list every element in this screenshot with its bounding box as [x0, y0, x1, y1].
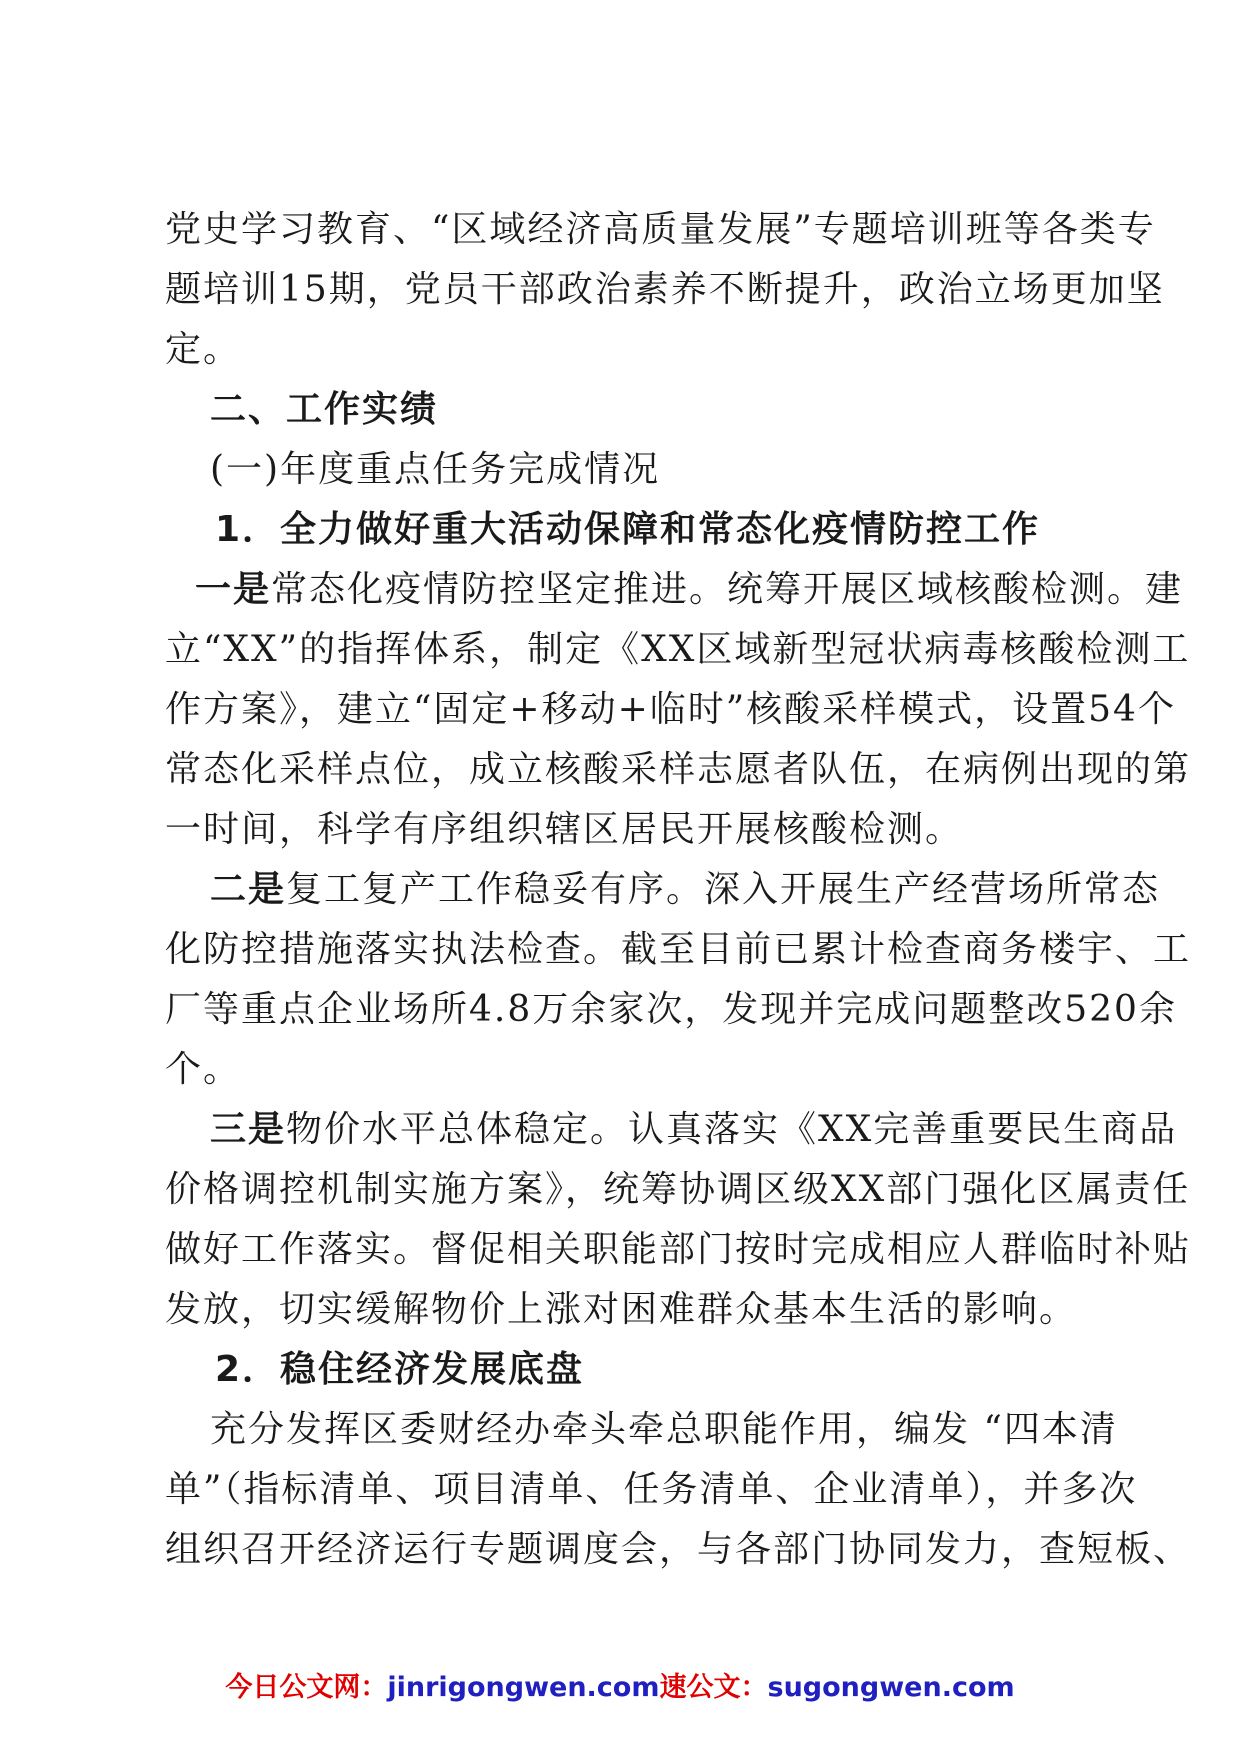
footer-label-1: 今日公文网：: [225, 1672, 388, 1703]
item2-heading: 2．稳住经济发展底盘: [215, 1349, 585, 1390]
item2-line-1: 充分发挥区委财经办牵头牵总职能作用，编发 “四本清: [210, 1409, 1118, 1450]
item1-p3-line-2: 价格调控机制实施方案》，统筹协调区级XX部门强化区属责任: [165, 1169, 1191, 1210]
item1-p1-line-5: 一时间，科学有序组织辖区居民开展核酸检测。: [165, 809, 964, 850]
item1-heading: 1．全力做好重大活动保障和常态化疫情防控工作: [215, 509, 1041, 550]
item1-p2-line-4: 个。: [165, 1049, 242, 1090]
item1-p3-line-1: [210, 1108, 1178, 1152]
footer-link-1[interactable]: jinrigongwen.com: [387, 1672, 660, 1703]
item1-p3-lead: 三是: [210, 1109, 287, 1150]
item2-line-3: 组织召开经济运行专题调度会，与各部门协同发力，查短板、: [165, 1529, 1192, 1570]
item1-p2-text-1: 复工复产工作稳妥有序。深入开展生产经营场所常态: [286, 869, 1161, 910]
item1-p2-line-1: [210, 868, 1161, 912]
item2-line-2: 单”（指标清单、项目清单、任务清单、企业清单），并多次: [165, 1469, 1138, 1510]
item1-p2-lead: 二是: [210, 869, 287, 910]
item1-p3-line-4: 发放，切实缓解物价上涨对困难群众基本生活的影响。: [165, 1289, 1078, 1330]
item1-p3-line-3: 做好工作落实。督促相关职能部门按时完成相应人群临时补贴: [165, 1229, 1192, 1270]
footer-link-2[interactable]: sugongwen.com: [767, 1672, 1015, 1703]
item1-p2-line-2: 化防控措施落实执法检查。截至目前已累计检查商务楼宇、工: [165, 929, 1192, 970]
item1-p1-line-2: 立“XX”的指挥体系，制定《XX区域新型冠状病毒核酸检测工: [165, 629, 1191, 670]
item1-p2-line-3: 厂等重点企业场所4.8万余家次，发现并完成问题整改520余: [165, 989, 1177, 1030]
item1-p1-line-3: 作方案》，建立“固定+移动+临时”核酸采样模式，设置54个: [165, 689, 1176, 730]
intro-line-1: 党史学习教育、“区域经济高质量发展”专题培训班等各类专: [165, 209, 1156, 250]
item1-p1-lead: 一是: [195, 569, 272, 610]
footer-watermark: [0, 1665, 1240, 1704]
item1-p1-text-1: 常态化疫情防控坚定推进。统筹开展区域核酸检测。建: [271, 569, 1184, 610]
item1-p1-line-4: 常态化采样点位，成立核酸采样志愿者队伍，在病例出现的第: [165, 749, 1192, 790]
item1-p3-text-1: 物价水平总体稳定。认真落实《XX完善重要民生商品: [286, 1109, 1178, 1150]
section-heading: 二、工作实绩: [210, 389, 439, 430]
subsection-heading: (一)年度重点任务完成情况: [210, 449, 661, 490]
intro-line-2: 题培训15期，党员干部政治素养不断提升，政治立场更加坚: [165, 269, 1165, 310]
footer-label-2: 速公文：: [659, 1672, 768, 1703]
item1-p1-line-1: [195, 568, 1184, 612]
intro-line-3: 定。: [165, 329, 242, 370]
